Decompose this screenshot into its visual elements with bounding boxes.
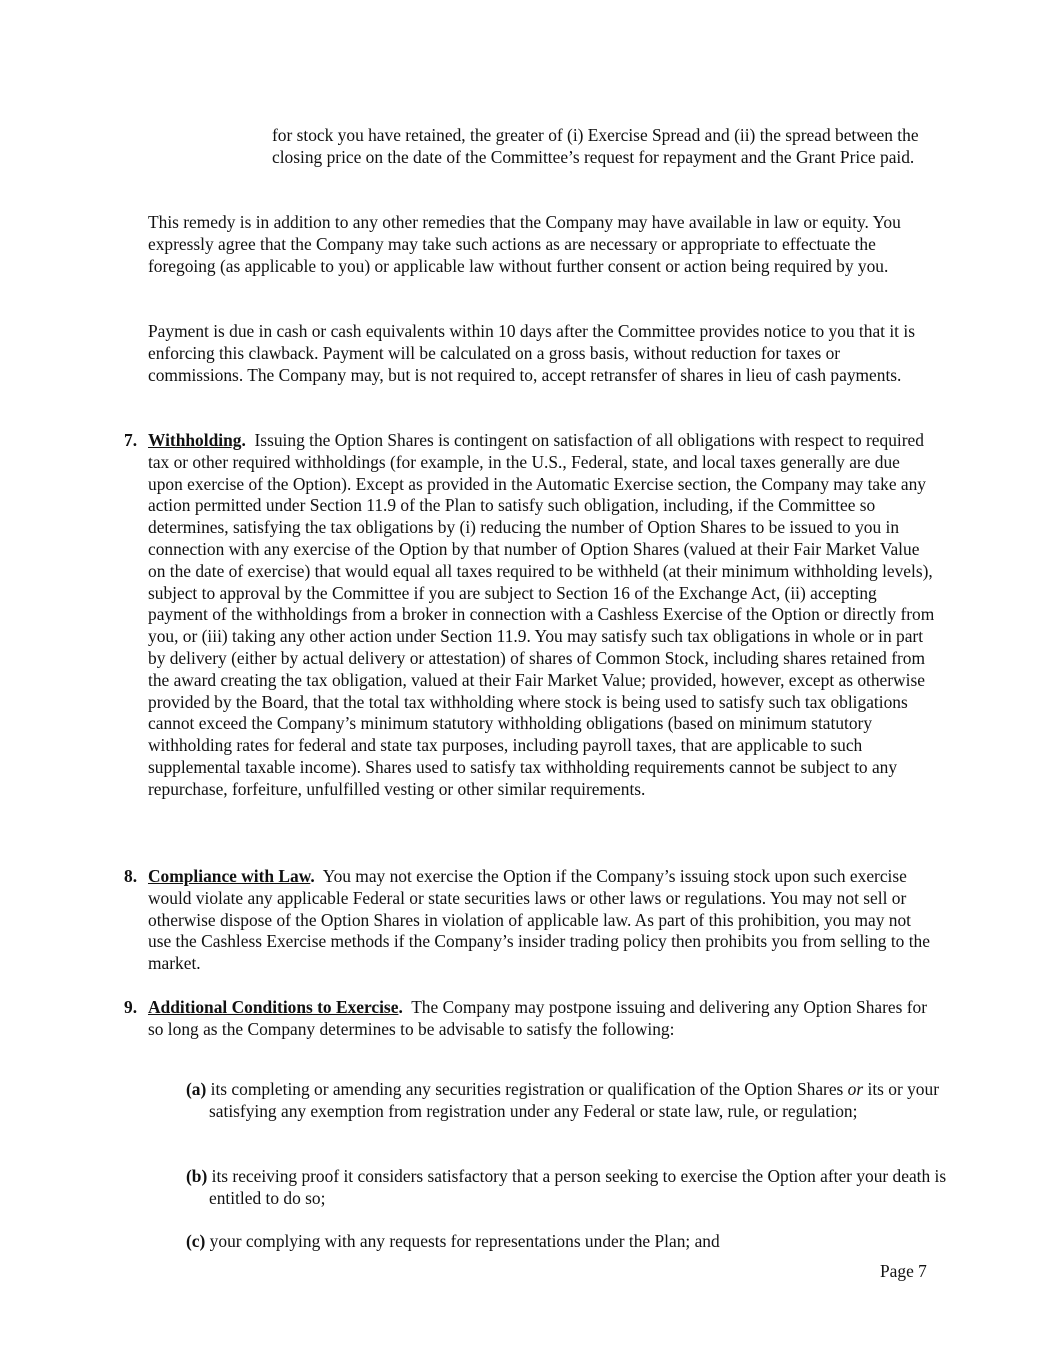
condition-item-c-text: your complying with any requests for representations under the Plan; and [209, 1231, 720, 1252]
continuation-text: for stock you have retained, the greater of (i) Exercise Spread and (ii) the spread between the closing price on the date of the Committee’s request for repayment and the Grant Price paid. [272, 125, 919, 167]
condition-item-a-text-before: its completing or amending any securities registration or qualification of the Option Shares [210, 1079, 844, 1100]
page-number: Page 7 [880, 1261, 927, 1281]
condition-item-c-label: (c) [186, 1231, 206, 1252]
section-7-heading-period: . [241, 430, 246, 450]
section-8-heading-period: . [310, 866, 315, 886]
section-7-heading: Withholding [148, 430, 242, 450]
section-9-conditions [148, 997, 936, 1041]
condition-item-c [186, 1231, 951, 1253]
section-7-withholding [148, 430, 936, 801]
section-8-body: You may not exercise the Option if the Company’s issuing stock upon such exercise would violate any applicable Federal or state securities laws or other laws or regulations. You may not sell or otherwise dispose of the Option Shares in violation of applicable law. As part of this prohibition, you may not use the Cashless Exercise methods if the Company’s insider trading policy then prohibits you from selling to the market. [148, 866, 930, 974]
section-9-heading: Additional Conditions to Exercise [148, 997, 399, 1017]
section-8-number: 8. [124, 866, 138, 886]
condition-item-b [186, 1166, 951, 1210]
condition-item-b-label: (b) [186, 1166, 208, 1187]
condition-item-b-text: its receiving proof it considers satisfactory that a person seeking to exercise the Option after your death is entitled to do so; [209, 1166, 947, 1209]
section-7-body: Issuing the Option Shares is contingent on satisfaction of all obligations with respect to required tax or other required withholdings (for example, in the U.S., Federal, state, and local taxes generally are due upon exercise of the Option). Except as provided in the Automatic Exercise section, the Company may take any action permitted under Section 11.9 of the Plan to satisfy such obligation, including, if the Committee so determines, satisfying the tax obligations by (i) reducing the number of Option Shares to be issued to you in connection with any exercise of the Option by that number of Option Shares (valued at their Fair Market Value on the date of exercise) that would equal all taxes required to be withheld (at their minimum withholding levels), subject to approval by the Committee if you are subject to Section 16 of the Exchange Act, (ii) accepting payment of the withholdings from a broker in connection with a Cashless Exercise of the Option or directly from you, or (iii) taking any other action under Section 11.9. You may satisfy such tax obligations in whole or in part by delivery (either by actual delivery or attestation) of shares of Common Stock, including shares retained from the award creating the tax obligation, valued at their Fair Market Value; provided, however, except as otherwise provided by the Board, that the total tax withholding where stock is being used to satisfy such tax obligations cannot exceed the Company’s minimum statutory withholding obligations (based on minimum statutory withholding rates for federal and state tax purposes, including payroll taxes, that are applicable to such supplemental taxable income). Shares used to satisfy tax withholding requirements cannot be subject to any repurchase, forfeiture, unfulfilled vesting or other similar requirements. [148, 430, 935, 799]
condition-item-a-emphasis: or [847, 1079, 864, 1100]
section-9-heading-period: . [398, 997, 403, 1017]
condition-item-a [186, 1079, 951, 1123]
section-9-body: The Company may postpone issuing and delivering any Option Shares for so long as the Company determines to be advisable to satisfy the following: [148, 997, 928, 1039]
section-9-number: 9. [124, 997, 138, 1017]
condition-item-a-text-after: its or your satisfying any exemption from registration under any Federal or state law, rule, or regulation; [209, 1079, 939, 1122]
condition-item-a-label: (a) [186, 1079, 207, 1100]
section-8-compliance [148, 866, 936, 975]
payment-paragraph: Payment is due in cash or cash equivalents within 10 days after the Committee provides notice to you that it is enforcing this clawback. Payment will be calculated on a gross basis, without reduction for taxes or commissions. The Company may, but is not required to, accept retransfer of shares in lieu of cash payments. [148, 321, 915, 385]
section-8-heading: Compliance with Law [148, 866, 311, 886]
section-7-number: 7. [124, 430, 138, 450]
remedy-paragraph: This remedy is in addition to any other remedies that the Company may have available in law or equity. You expressly agree that the Company may take such actions as are necessary or appropriate to effectuate the foregoing (as applicable to you) or applicable law without further consent or action being required by you. [148, 212, 901, 276]
